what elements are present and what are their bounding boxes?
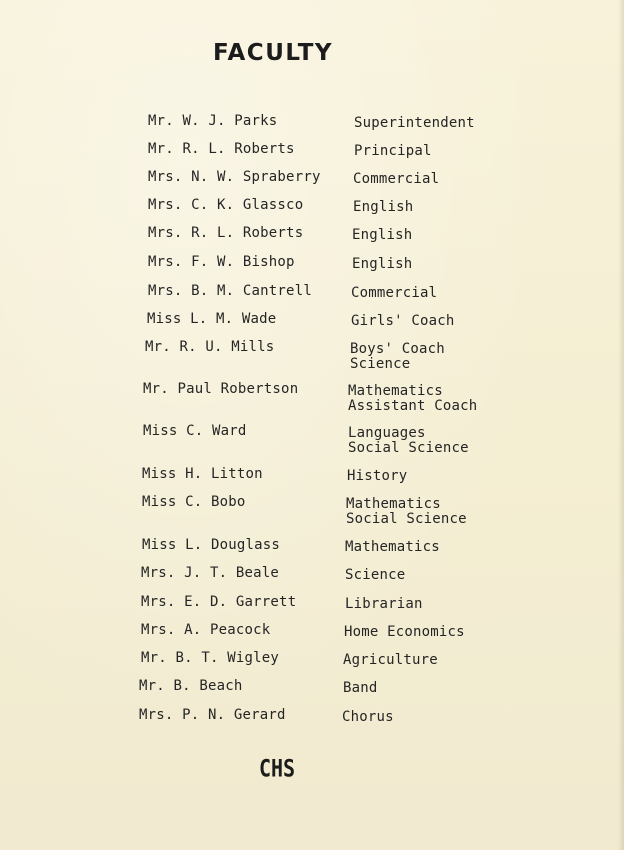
faculty-role-line: Mathematics xyxy=(346,496,441,512)
faculty-name: Mrs. E. D. Garrett xyxy=(141,594,297,610)
faculty-name: Mrs. J. T. Beale xyxy=(141,565,280,581)
faculty-name: Mrs. A. Peacock xyxy=(141,622,271,638)
faculty-role xyxy=(348,426,469,456)
faculty-name: Mr. R. L. Roberts xyxy=(148,141,295,157)
faculty-name: Miss L. M. Wade xyxy=(147,311,277,327)
faculty-role xyxy=(343,681,378,696)
faculty-row xyxy=(0,495,624,535)
faculty-row xyxy=(0,708,624,748)
faculty-name: Mr. B. Beach xyxy=(139,678,243,694)
faculty-name: Mrs. F. W. Bishop xyxy=(148,254,295,270)
faculty-role xyxy=(345,597,423,612)
faculty-name: Mr. W. J. Parks xyxy=(148,113,278,129)
faculty-role-line: Principal xyxy=(354,143,432,159)
faculty-row xyxy=(0,340,624,380)
faculty-name: Mr. Paul Robertson xyxy=(143,381,299,397)
faculty-name: Mr. R. U. Mills xyxy=(145,339,275,355)
faculty-role-line: Girls' Coach xyxy=(351,313,455,329)
faculty-role xyxy=(347,469,407,484)
faculty-role-line: Assistant Coach xyxy=(348,398,478,414)
faculty-name: Miss C. Ward xyxy=(143,423,247,439)
faculty-role xyxy=(352,257,412,272)
faculty-role-line: English xyxy=(352,256,413,272)
faculty-role-line: English xyxy=(353,199,414,215)
faculty-role xyxy=(354,116,475,131)
faculty-role-line: Social Science xyxy=(348,440,469,456)
faculty-role-line: Agriculture xyxy=(343,652,438,668)
faculty-role-line: History xyxy=(347,468,408,484)
faculty-role-line: Languages xyxy=(348,425,426,441)
faculty-role-line: Science xyxy=(350,356,411,372)
faculty-name: Miss L. Douglass xyxy=(142,537,281,553)
faculty-role xyxy=(350,342,445,372)
page-title: FACULTY xyxy=(212,40,334,66)
faculty-role xyxy=(351,314,455,329)
faculty-row xyxy=(0,424,624,464)
faculty-role-line: English xyxy=(352,227,413,243)
faculty-role-line: Librarian xyxy=(345,596,423,612)
faculty-role xyxy=(344,625,465,640)
faculty-role xyxy=(351,286,437,301)
faculty-role-line: Science xyxy=(345,567,406,583)
faculty-role xyxy=(353,172,439,187)
faculty-role-line: Superintendent xyxy=(354,115,475,131)
faculty-name: Mrs. P. N. Gerard xyxy=(139,707,286,723)
school-initials: CHS xyxy=(258,753,296,783)
faculty-name: Mr. B. T. Wigley xyxy=(141,650,280,666)
faculty-role-line: Mathematics xyxy=(348,383,443,399)
faculty-role xyxy=(354,144,432,159)
faculty-role xyxy=(343,653,438,668)
faculty-name: Mrs. B. M. Cantrell xyxy=(148,283,312,299)
faculty-role-line: Boys' Coach xyxy=(350,341,445,357)
faculty-role xyxy=(345,540,440,555)
faculty-row xyxy=(0,382,624,422)
faculty-name: Mrs. N. W. Spraberry xyxy=(148,169,321,185)
faculty-role-line: Social Science xyxy=(346,511,467,527)
faculty-role xyxy=(353,200,413,215)
faculty-name: Miss H. Litton xyxy=(142,466,263,482)
faculty-role-line: Home Economics xyxy=(344,624,465,640)
faculty-role-line: Mathematics xyxy=(345,539,440,555)
faculty-role-line: Commercial xyxy=(351,285,438,301)
faculty-role xyxy=(342,710,394,725)
faculty-role xyxy=(346,497,467,527)
faculty-role-line: Band xyxy=(343,680,378,696)
faculty-role xyxy=(352,228,412,243)
faculty-name: Mrs. C. K. Glassco xyxy=(148,197,304,213)
faculty-role-line: Commercial xyxy=(353,171,440,187)
faculty-role-line: Chorus xyxy=(342,709,394,725)
faculty-role xyxy=(348,384,477,414)
faculty-name: Miss C. Bobo xyxy=(142,494,246,510)
faculty-role xyxy=(345,568,405,583)
faculty-name: Mrs. R. L. Roberts xyxy=(148,225,304,241)
